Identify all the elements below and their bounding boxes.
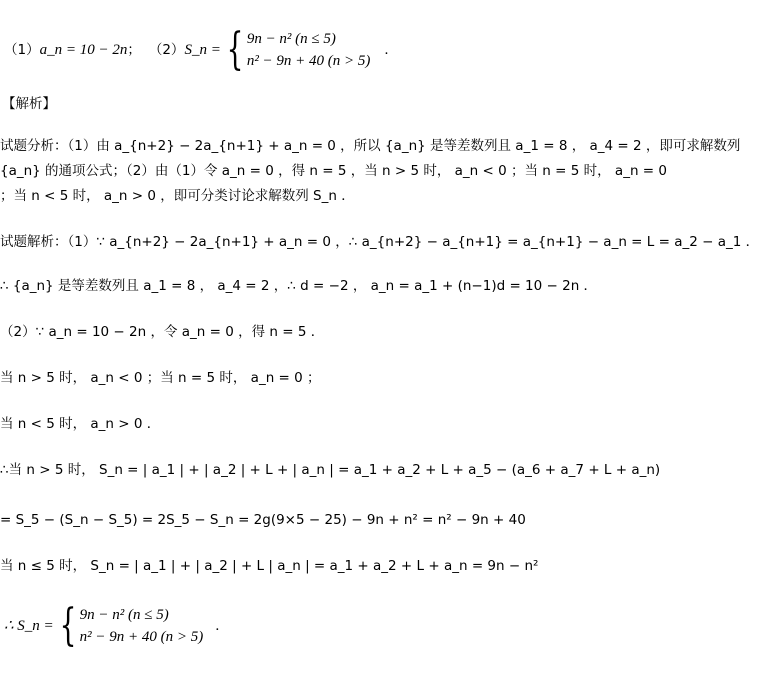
case-1: 9n − n² (n ≤ 5) xyxy=(246,31,336,47)
solution-line-3: （2）∵ a_n = 10 − 2n ，令 a_n = 0 ，得 n = 5 ． xyxy=(0,324,325,340)
analysis-line-1: 试题分析：（1）由 a_{n+2} − 2a_{n+1} + a_n = 0 ，所以 {a_n} 是等差数列且 a_1 = 8 ， a_4 = 2 ，即可求解数列 xyxy=(0,138,741,154)
solution-line-5: 当 n < 5 时， a_n > 0 ． xyxy=(0,416,161,432)
jiexi-heading: 【解析】 xyxy=(2,96,56,112)
solution-line-6: ∴当 n > 5 时， S_n = | a_1 | + | a_2 | + L + | a_n | = a_1 + a_2 + L + a_5 − (a_6 + a_7 + L + a_n) xyxy=(0,462,661,478)
answer-end: ． xyxy=(384,42,398,58)
case-2: n² − 9n + 40 (n > 5) xyxy=(246,53,371,69)
solution-line-2: ∴ {a_n} 是等差数列且 a_1 = 8 ， a_4 = 2 ，∴ d = −2 ， a_n = a_1 + (n−1)d = 10 − 2n ． xyxy=(0,278,598,294)
analysis-line-2: {a_n} 的通项公式；（2）由（1）令 a_n = 0 ，得 n = 5 ，当 n > 5 时， a_n < 0 ；当 n = 5 时， a_n = 0 xyxy=(0,163,667,179)
final-prefix: ∴ S_n = xyxy=(4,618,54,634)
part2-prefix: S_n = xyxy=(184,42,221,58)
final-piecewise-cases xyxy=(80,604,204,648)
solution-line-8: 当 n ≤ 5 时， S_n = | a_1 | + | a_2 | + L | a_n | = a_1 + a_2 + L + a_n = 9n − n² xyxy=(0,558,539,574)
analysis-line-3: ；当 n < 5 时， a_n > 0 ，即可分类讨论求解数列 S_n ． xyxy=(0,188,355,204)
part1-formula: a_n = 10 − 2n xyxy=(39,42,128,58)
piecewise-cases xyxy=(247,28,371,72)
part2-label: （2） xyxy=(148,42,185,58)
separator: ； xyxy=(127,42,141,58)
solution-line-7: = S_5 − (S_n − S_5) = 2S_5 − S_n = 2g(9×5 − 25) − 9n + n² = n² − 9n + 40 xyxy=(0,512,526,528)
final-case-2: n² − 9n + 40 (n > 5) xyxy=(79,629,204,645)
final-left-brace: { xyxy=(59,600,77,651)
final-answer xyxy=(4,600,229,651)
solution-line-1: 试题解析：（1）∵ a_{n+2} − 2a_{n+1} + a_n = 0 ，∴ a_{n+2} − a_{n+1} = a_{n+1} − a_n = L = a_2 − a_1 ． xyxy=(0,234,759,250)
final-end: ． xyxy=(215,618,229,634)
solution-line-4: 当 n > 5 时， a_n < 0 ；当 n = 5 时， a_n = 0 ； xyxy=(0,370,321,386)
left-brace: { xyxy=(226,24,244,75)
part1-label: （1） xyxy=(4,42,40,58)
final-case-1: 9n − n² (n ≤ 5) xyxy=(79,607,169,623)
answer-line xyxy=(4,24,398,75)
